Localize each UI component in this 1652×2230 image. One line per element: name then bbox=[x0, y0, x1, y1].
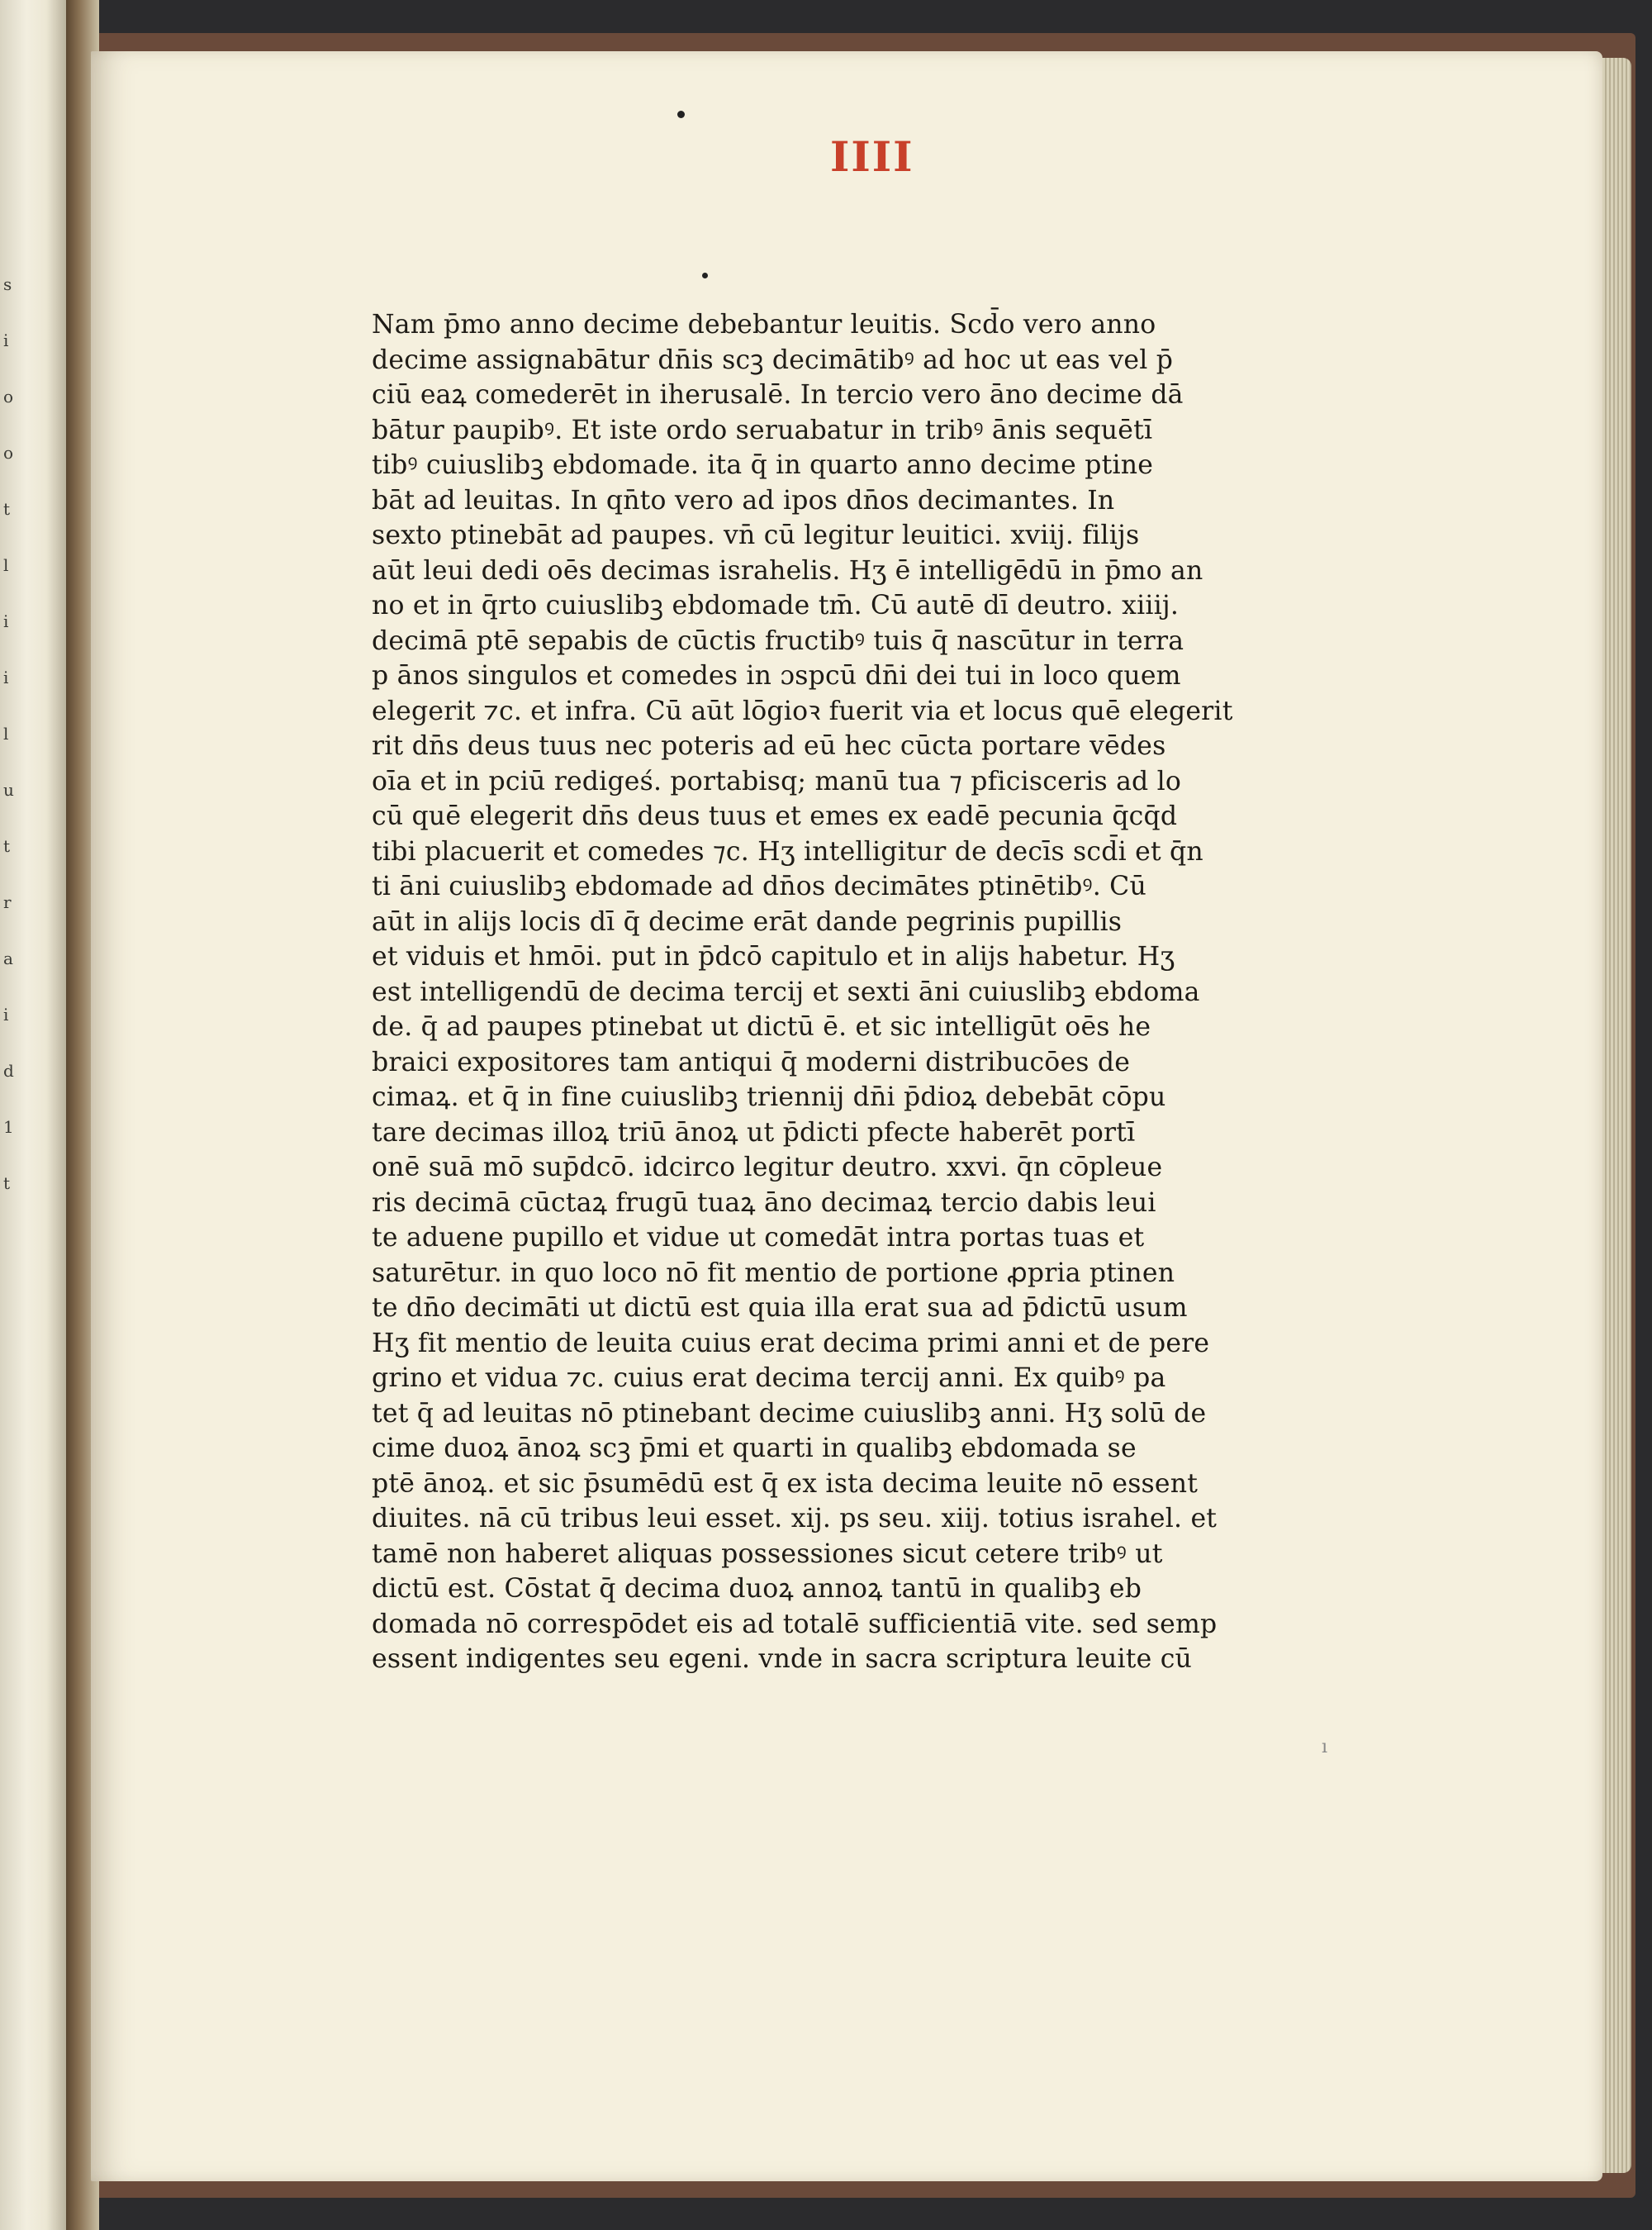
margin-fragment: l bbox=[3, 724, 9, 744]
text-line: tamē non haberet aliquas possessiones sicut cetere tribꝰ ut bbox=[372, 1538, 1163, 1569]
text-line: tare decimas illoꝝ triū ānoꝝ ut p̄dicti pfecte haberēt portī bbox=[372, 1117, 1136, 1148]
dot-mark bbox=[702, 273, 708, 278]
text-line: decime assignabātur dn̄is scꝫ decimātibꝰ ad hoc ut eas vel p̄ bbox=[372, 345, 1174, 375]
text-line: bātur paupibꝰ. Et iste ordo seruabatur in tribꝰ ānis sequētī bbox=[372, 415, 1153, 445]
left-margin-fragments bbox=[3, 256, 15, 1211]
text-line: braici expositores tam antiqui q̄ moderni distribucōes de bbox=[372, 1047, 1131, 1077]
text-line: Hʒ fit mentio de leuita cuius erat decima primi anni et de pere bbox=[372, 1328, 1210, 1358]
text-line: saturētur. in quo loco nō fit mentio de portione ꝓpria ptinen bbox=[372, 1258, 1175, 1288]
text-line: ti āni cuiuslibꝫ ebdomade ad dn̄os decimātes ptinētibꝰ. Cū bbox=[372, 872, 1146, 901]
text-line: cime duoꝝ ānoꝝ scꝫ p̄mi et quarti in qualibꝫ ebdomada se bbox=[372, 1434, 1137, 1463]
left-facing-page-edge bbox=[0, 0, 66, 2230]
margin-tick-mark: ı bbox=[1322, 1737, 1328, 1757]
text-line: onē suā mō sup̄dcō. idcirco legitur deutro. xxvi. q̄n cōpleue bbox=[372, 1153, 1163, 1182]
text-line: diuites. nā cū tribus leui esset. xij. ps seu. xiij. totius israhel. et bbox=[372, 1504, 1218, 1533]
margin-fragment: o bbox=[3, 387, 14, 407]
text-line: dictū est. Cōstat q̄ decima duoꝝ annoꝝ tantū in qualibꝫ eb bbox=[372, 1574, 1142, 1604]
text-line: ciū eaꝝ comederēt in iherusalē. In tercio vero āno decime dā bbox=[372, 380, 1184, 410]
text-line: essent indigentes seu egeni. vnde in sacra scriptura leuite cū bbox=[372, 1644, 1193, 1674]
text-line: est intelligendū de decima tercij et sexti āni cuiuslibꝫ ebdoma bbox=[372, 977, 1200, 1007]
text-line: Nam p̄mo anno decime debebantur leuitis. Scd̄o vero anno bbox=[372, 310, 1156, 340]
margin-fragment: o bbox=[3, 443, 14, 463]
margin-fragment: i bbox=[3, 330, 9, 350]
margin-fragment: i bbox=[3, 1005, 9, 1025]
text-line: et viduis et hmōi. put in p̄dcō capitulo et in alijs habetur. Hʒ bbox=[372, 942, 1175, 972]
text-line: ris decimā cūctaꝝ frugū tuaꝝ āno decimaꝝ tercio dabis leui bbox=[372, 1187, 1156, 1218]
manuscript-page bbox=[91, 51, 1602, 2181]
text-line: elegerit ⁊c. et infra. Cū aūt lōgioꝛ fuerit via et locus quē elegerit bbox=[372, 696, 1233, 726]
margin-fragment: l bbox=[3, 555, 9, 575]
margin-fragment: t bbox=[3, 1173, 11, 1193]
text-line: te dn̄o decimāti ut dictū est quia illa erat sua ad p̄dictū usum bbox=[372, 1293, 1188, 1323]
text-line: te aduene pupillo et vidue ut comedāt intra portas tuas et bbox=[372, 1223, 1145, 1253]
text-line: ptē ānoꝝ. et sic p̄sumēdū est q̄ ex ista decima leuite nō essent bbox=[372, 1468, 1199, 1499]
text-line: oīa et in pciū redigeś. portabisq; manū tua ⁊ pficisceris ad lo bbox=[372, 766, 1182, 796]
text-line: de. q̄ ad paupes ptinebat ut dictū ē. et sic intelligūt oēs he bbox=[372, 1012, 1151, 1042]
margin-fragment: s bbox=[3, 274, 12, 294]
text-line: tibꝰ cuiuslibꝫ ebdomade. ita q̄ in quarto anno decime ptine bbox=[372, 450, 1154, 480]
text-line: p ānos singulos et comedes in ɔspcū dn̄i dei tui in loco quem bbox=[372, 661, 1181, 691]
text-line: decimā ptē sepabis de cūctis fructibꝰ tuis q̄ nascūtur in terra bbox=[372, 625, 1184, 656]
margin-fragment: u bbox=[3, 780, 14, 800]
text-line: domada nō correspōdet eis ad totalē sufficientiā vite. sed semp bbox=[372, 1609, 1218, 1639]
margin-fragment: d bbox=[3, 1061, 14, 1081]
text-line: cimaꝝ. et q̄ in fine cuiuslibꝫ triennij dn̄i p̄dioꝝ debebāt cōpu bbox=[372, 1082, 1166, 1112]
text-line: bāt ad leuitas. In qn̄to vero ad ipos dn̄os decimantes. In bbox=[372, 485, 1115, 516]
text-line: tet q̄ ad leuitas nō ptinebant decime cuiuslibꝫ anni. Hʒ solū de bbox=[372, 1398, 1207, 1429]
text-line: no et in q̄rto cuiuslibꝫ ebdomade tm̄. Cū autē dī deutro. xiiij. bbox=[372, 591, 1180, 621]
text-line: grino et vidua ⁊c. cuius erat decima tercij anni. Ex quibꝰ pa bbox=[372, 1363, 1166, 1393]
text-line: tibi placuerit et comedes ⁊c. Hʒ intelligitur de decīs scd̄i et q̄n bbox=[372, 836, 1203, 867]
margin-fragment: t bbox=[3, 836, 11, 856]
text-column bbox=[372, 307, 1322, 1677]
margin-fragment: 1 bbox=[3, 1117, 14, 1137]
margin-fragment: t bbox=[3, 499, 11, 519]
margin-fragment: i bbox=[3, 668, 9, 687]
margin-fragment: r bbox=[3, 892, 12, 912]
margin-fragment: i bbox=[3, 611, 9, 631]
top-dot-mark bbox=[677, 111, 685, 118]
margin-fragment: a bbox=[3, 949, 13, 968]
text-line: aūt leui dedi oēs decimas israhelis. Hʒ ē intelligēdū in p̄mo an bbox=[372, 555, 1203, 586]
text-line: cū quē elegerit dn̄s deus tuus et emes ex eadē pecunia q̄cq̄d bbox=[372, 801, 1178, 831]
text-line: aūt in alijs locis dī q̄ decime erāt dande pegrinis pupillis bbox=[372, 906, 1123, 937]
text-line: rit dn̄s deus tuus nec poteris ad eū hec cūcta portare vēdes bbox=[372, 731, 1166, 761]
text-line: sexto ptinebāt ad paupes. vn̄ cū legitur leuitici. xviij. filijs bbox=[372, 521, 1140, 550]
folio-number: IIII bbox=[830, 132, 914, 181]
